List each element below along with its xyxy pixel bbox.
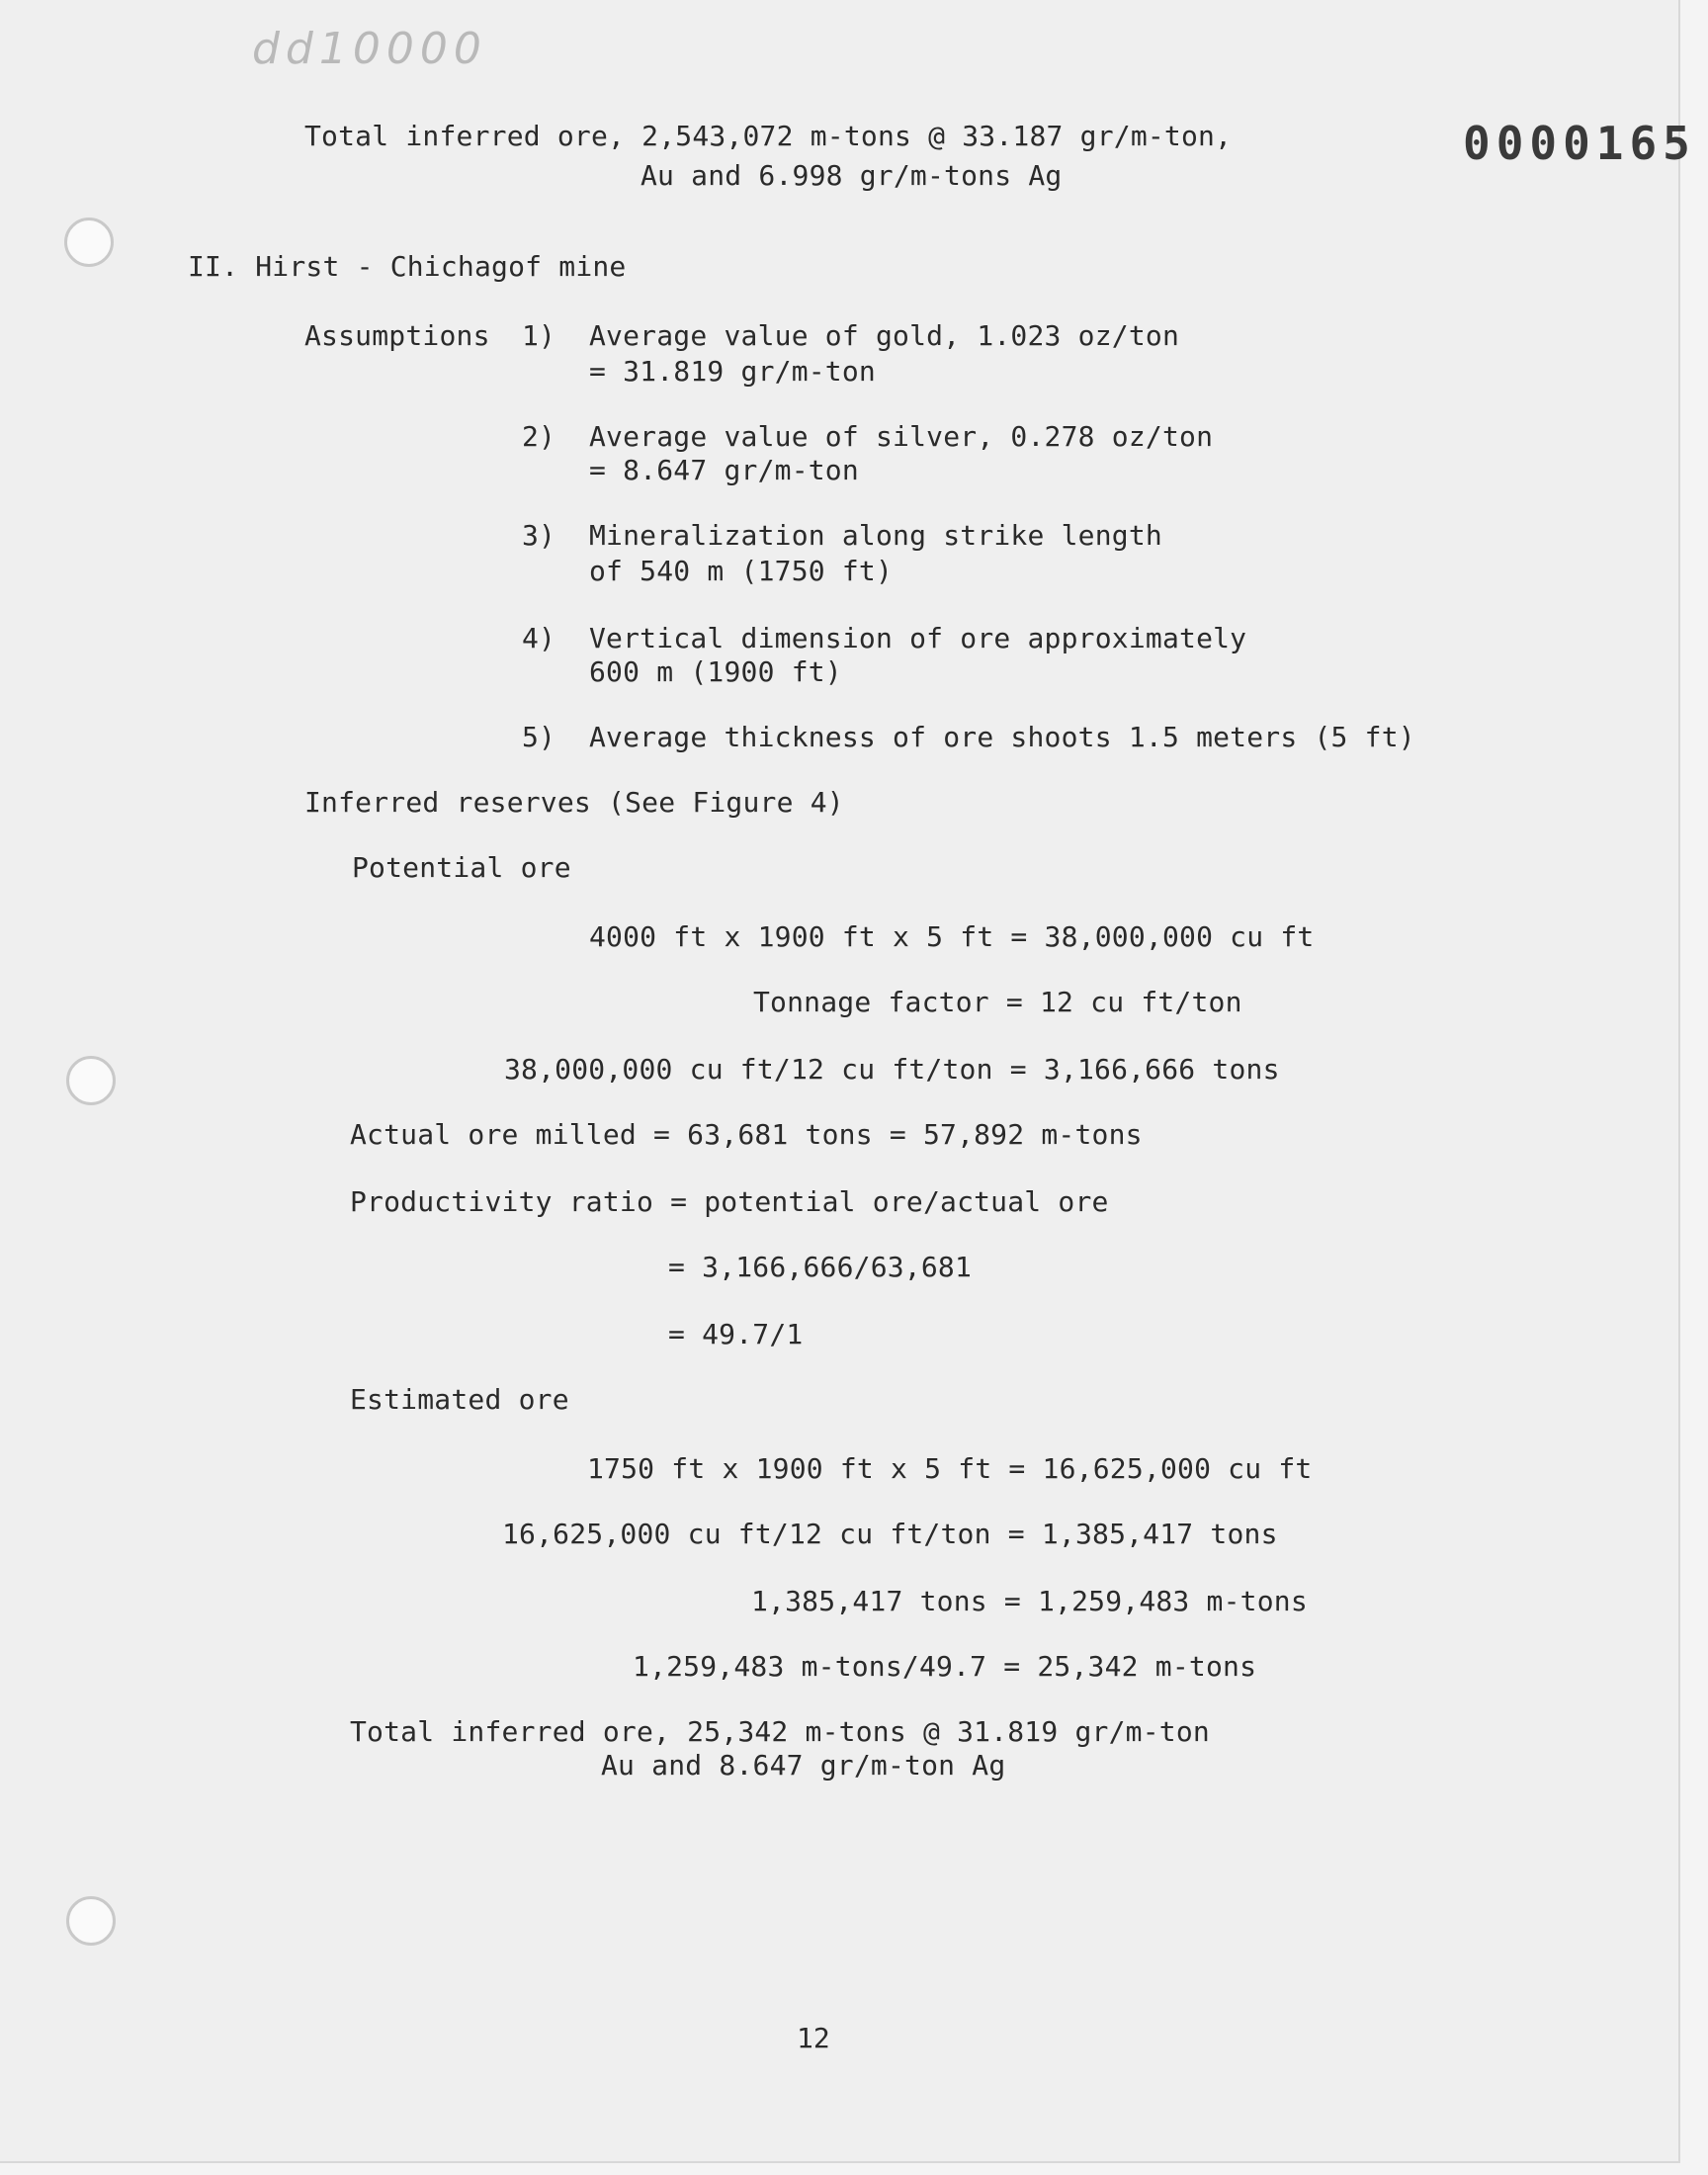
assumption-2-line1: Average value of silver, 0.278 oz/ton bbox=[589, 420, 1214, 453]
assumption-4-line2: 600 m (1900 ft) bbox=[589, 655, 842, 688]
potential-ore-calc1: 4000 ft x 1900 ft x 5 ft = 38,000,000 cu ft bbox=[589, 920, 1315, 953]
estimated-ore-calc4: 1,259,483 m-tons/49.7 = 25,342 m-tons bbox=[633, 1650, 1257, 1683]
productivity-ratio-line2: = 3,166,666/63,681 bbox=[668, 1251, 973, 1283]
binder-hole-middle bbox=[66, 1056, 116, 1105]
assumption-4-line1: Vertical dimension of ore approximately bbox=[589, 622, 1247, 654]
previous-total-line1: Total inferred ore, 2,543,072 m-tons @ 33.187 gr/m-ton, bbox=[304, 120, 1233, 152]
assumption-3-line2: of 540 m (1750 ft) bbox=[589, 555, 894, 587]
assumption-1-line2: = 31.819 gr/m-ton bbox=[589, 355, 876, 388]
binder-hole-top bbox=[64, 218, 114, 267]
assumption-3-line1: Mineralization along strike length bbox=[589, 519, 1162, 552]
inferred-reserves-heading: Inferred reserves (See Figure 4) bbox=[304, 786, 844, 819]
estimated-ore-calc1: 1750 ft x 1900 ft x 5 ft = 16,625,000 cu ft bbox=[587, 1452, 1313, 1485]
binder-hole-bottom bbox=[66, 1896, 116, 1946]
actual-ore-milled: Actual ore milled = 63,681 tons = 57,892 m-tons bbox=[350, 1118, 1143, 1151]
document-number-stamp: 0000165 bbox=[1463, 117, 1696, 170]
potential-ore-calc3: 38,000,000 cu ft/12 cu ft/ton = 3,166,666 tons bbox=[504, 1053, 1280, 1086]
previous-total-line2: Au and 6.998 gr/m-tons Ag bbox=[640, 159, 1063, 192]
assumptions-label: Assumptions bbox=[304, 319, 490, 352]
total-inferred-line2: Au and 8.647 gr/m-ton Ag bbox=[601, 1749, 1006, 1782]
assumption-3-number: 3) bbox=[522, 519, 556, 552]
productivity-ratio-line1: Productivity ratio = potential ore/actual ore bbox=[350, 1185, 1109, 1218]
stamp-top-left: dd10000 bbox=[252, 24, 487, 74]
section-heading: II. Hirst - Chichagof mine bbox=[188, 250, 627, 283]
productivity-ratio-line3: = 49.7/1 bbox=[668, 1318, 804, 1350]
assumption-2-number: 2) bbox=[522, 420, 556, 453]
assumption-1-line1: Average value of gold, 1.023 oz/ton bbox=[589, 319, 1180, 352]
assumption-1-number: 1) bbox=[522, 319, 556, 352]
estimated-ore-calc3: 1,385,417 tons = 1,259,483 m-tons bbox=[751, 1585, 1308, 1617]
assumption-5-line1: Average thickness of ore shoots 1.5 meters (5 ft) bbox=[589, 721, 1415, 753]
potential-ore-label: Potential ore bbox=[352, 851, 571, 884]
estimated-ore-calc2: 16,625,000 cu ft/12 cu ft/ton = 1,385,417 tons bbox=[502, 1518, 1278, 1550]
assumption-2-line2: = 8.647 gr/m-ton bbox=[589, 454, 859, 486]
assumption-5-number: 5) bbox=[522, 721, 556, 753]
estimated-ore-label: Estimated ore bbox=[350, 1383, 569, 1416]
total-inferred-line1: Total inferred ore, 25,342 m-tons @ 31.819 gr/m-ton bbox=[350, 1715, 1210, 1748]
page-number: 12 bbox=[797, 2022, 830, 2054]
potential-ore-calc2: Tonnage factor = 12 cu ft/ton bbox=[753, 986, 1242, 1018]
assumption-4-number: 4) bbox=[522, 622, 556, 654]
